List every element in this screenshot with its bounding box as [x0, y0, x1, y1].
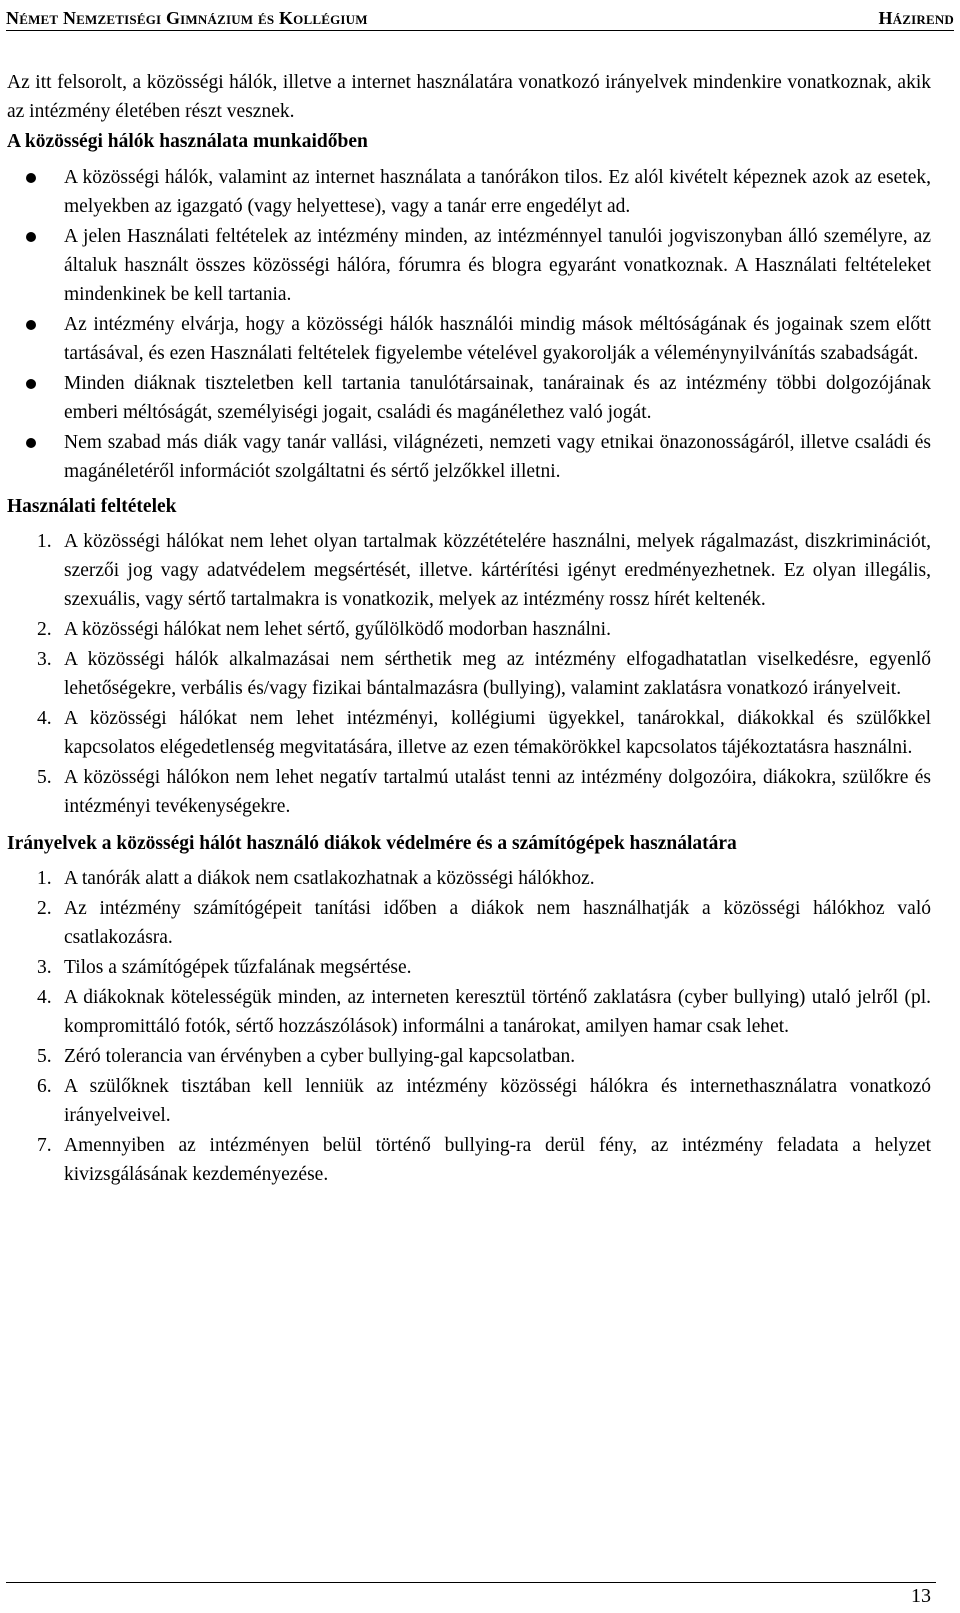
list-item-number: 3. — [37, 649, 52, 670]
list-item — [7, 704, 931, 762]
list-item-text: A szülőknek tisztában kell lenniük az intézmény közösségi hálókra és internethasználatra vonatkozó irányelveivel. — [64, 1076, 931, 1126]
list-item-text: A jelen Használati feltételek az intézmény minden, az intézménnyel tanulói jogviszonyban álló személyre, az általuk használt összes közösségi hálóra, fórumra és blogra egyaránt vonatkoznak. A Használati feltételeket mindenkinek be kell tartania. — [64, 226, 931, 305]
list-item-text: A tanórák alatt a diákok nem csatlakozhatnak a közösségi hálókhoz. — [64, 868, 595, 889]
list-item — [7, 310, 931, 368]
list-item-number: 4. — [37, 708, 52, 729]
list-item-number: 5. — [37, 1046, 52, 1067]
header-institution-name: Német Nemzetiségi Gimnázium és Kollégium — [6, 8, 368, 28]
list-item-number: 7. — [37, 1135, 52, 1156]
list-item-number: 6. — [37, 1076, 52, 1097]
list-item-text: Az intézmény elvárja, hogy a közösségi hálók használói mindig mások méltóságának és jogainak szem előtt tartásával, és ezen Használati feltételek figyelembe vételével gyakorolják a véleménynyilvánítás szabadságát. — [64, 314, 931, 364]
bullet-icon — [26, 173, 36, 183]
bullet-icon — [26, 232, 36, 242]
list-item-number: 5. — [37, 767, 52, 788]
list-item — [7, 222, 931, 309]
list-item-number: 1. — [37, 531, 52, 552]
list-item — [7, 615, 931, 644]
intro-paragraph: Az itt felsorolt, a közösségi hálók, illetve a internet használatára vonatkozó irányelvek mindenkire vonatkoznak, akik az intézmény életében részt vesznek. — [7, 72, 931, 122]
list-item-text: A közösségi hálók alkalmazásai nem sérthetik meg az intézmény elfogadhatatlan viselkedésre, egyenlő lehetőségekre, verbális és/vagy fizikai bántalmazásra (bullying), valamint zaklatásra vonatkozó irányelveit. — [64, 649, 931, 699]
list-item — [7, 527, 931, 614]
list-item-text: Amennyiben az intézményen belül történő bullying-ra derül fény, az intézmény feladata a helyzet kivizsgálásának kezdeményezése. — [64, 1135, 931, 1185]
list-item-text: Zéró tolerancia van érvényben a cyber bullying-gal kapcsolatban. — [64, 1046, 576, 1067]
list-item — [7, 163, 931, 221]
list-item — [7, 864, 931, 893]
page-header — [6, 0, 954, 31]
list-item-text: Minden diáknak tiszteletben kell tartania tanulótársainak, tanárainak és az intézmény többi dolgozójának emberi méltóságát, személyiségi jogait, családi és magánélethez való jogát. — [64, 373, 931, 423]
list-item-text: A közösségi hálókat nem lehet intézményi, kollégiumi ügyekkel, tanárokkal, diákokkal és szülőkkel kapcsolatos elégedetlenség megvitatására, illetve az ezen témakörökkel kapcsolatos tájékoztatásra használni. — [64, 708, 931, 758]
list-item — [7, 1131, 931, 1189]
list-item-text: A közösségi hálókon nem lehet negatív tartalmú utalást tenni az intézmény dolgozóira, diákokra, szülőkre és intézményi tevékenységekre. — [64, 767, 931, 817]
list-item — [7, 1042, 931, 1071]
bullet-list-work-hours — [7, 163, 931, 486]
section-heading-terms-of-use: Használati feltételek — [7, 496, 177, 517]
list-item — [7, 763, 931, 821]
section-heading-work-hours: A közösségi hálók használata munkaidőben — [7, 131, 368, 152]
list-item-text: A közösségi hálók, valamint az internet használata a tanórákon tilos. Ez alól kivételt képeznek azok az esetek, melyekben az igazgató (vagy helyettese), vagy a tanár erre engedélyt ad. — [64, 167, 931, 217]
list-item-number: 1. — [37, 868, 52, 889]
list-item-text: Nem szabad más diák vagy tanár vallási, világnézeti, nemzeti vagy etnikai önazonosságáról, illetve családi és magánéletéről információt szolgáltatni és sértő jelzőkkel illetni. — [64, 432, 931, 482]
page-number: 13 — [911, 1585, 931, 1607]
list-item — [7, 953, 931, 982]
bullet-icon — [26, 320, 36, 330]
list-item-text: Tilos a számítógépek tűzfalának megsértése. — [64, 957, 412, 978]
numbered-list-student-protection — [7, 864, 931, 1189]
list-item — [7, 369, 931, 427]
list-item-number: 3. — [37, 957, 52, 978]
header-document-title: Házirend — [878, 8, 954, 28]
list-item — [7, 428, 931, 486]
list-item-text: A közösségi hálókat nem lehet olyan tartalmak közzétételére használni, melyek rágalmazást, diszkriminációt, szerzői jog vagy adatvédelem megsértését, illetve. kártérítési igényt eredményezhetnek. Ez olyan illegális, szexuális, vagy sértő tartalmakra is vonatkozik, melyek az intézmény rossz hírét keltenék. — [64, 531, 931, 610]
list-item-text: Az intézmény számítógépeit tanítási időben a diákok nem használhatják a közösségi hálókhoz való csatlakozásra. — [64, 898, 931, 948]
list-item — [7, 983, 931, 1041]
list-item-number: 4. — [37, 987, 52, 1008]
list-item-text: A közösségi hálókat nem lehet sértő, gyűlölködő modorban használni. — [64, 619, 611, 640]
list-item — [7, 1072, 931, 1130]
list-item — [7, 645, 931, 703]
list-item — [7, 894, 931, 952]
footer-divider — [6, 1582, 936, 1583]
section-heading-student-protection: Irányelvek a közösségi hálót használó diákok védelmére és a számítógépek használatára — [7, 833, 737, 854]
list-item-number: 2. — [37, 898, 52, 919]
bullet-icon — [26, 379, 36, 389]
bullet-icon — [26, 438, 36, 448]
list-item-number: 2. — [37, 619, 52, 640]
numbered-list-terms-of-use — [7, 527, 931, 821]
list-item-text: A diákoknak kötelességük minden, az interneten keresztül történő zaklatásra (cyber bullying) utaló jelről (pl. kompromittáló fotók, sértő hozzászólások) informálni a tanárokat, amilyen hamar csak lehet. — [64, 987, 931, 1037]
document-body — [7, 68, 931, 1190]
